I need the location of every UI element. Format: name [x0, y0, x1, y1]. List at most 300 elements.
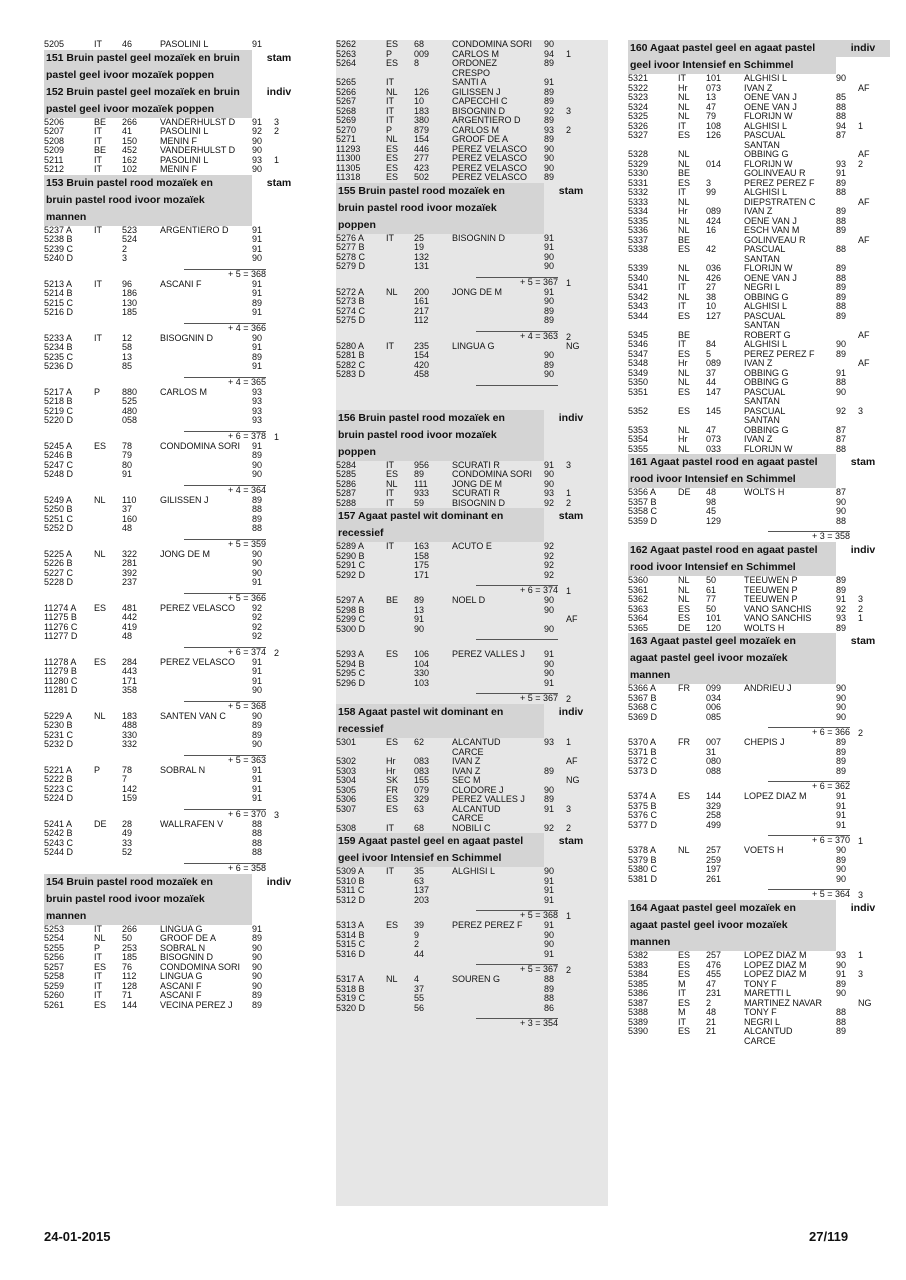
- country-code: DE: [678, 488, 691, 497]
- class-title-line: geel ivoor Intensief en Schimmel: [628, 57, 836, 74]
- ring-number: 358: [122, 686, 138, 695]
- points: 89: [836, 1027, 847, 1036]
- entry-number: 5356 A: [628, 488, 657, 497]
- entry-row: [336, 253, 608, 263]
- class-title-line: 159 Agaat pastel geel en agaat pastel: [336, 833, 544, 850]
- breeder-name: BISOGNIN D: [160, 333, 214, 343]
- class-title-line: 156 Bruin pastel rood mozaïek en: [336, 410, 544, 427]
- rank: [274, 963, 304, 973]
- class-header: [44, 84, 312, 101]
- entry-number: 5259: [44, 981, 65, 991]
- ring-number: 006: [706, 703, 722, 712]
- ring-number: 48: [706, 1008, 717, 1017]
- rank: [566, 243, 596, 253]
- points: 91: [252, 794, 263, 803]
- country-code: ES: [386, 470, 399, 479]
- entry-row: [628, 350, 900, 360]
- rank: [274, 515, 304, 525]
- entry-row: [336, 40, 608, 50]
- ring-number: 50: [122, 934, 133, 943]
- entry-row: [628, 93, 900, 103]
- rank: [858, 93, 888, 103]
- class-kind: [544, 850, 598, 867]
- ring-number: 185: [122, 308, 138, 317]
- entry-row: [44, 820, 312, 830]
- class-title-line: 151 Bruin pastel geel mozaïek en bruin: [44, 50, 252, 67]
- entry-row: [44, 461, 312, 471]
- class-title-line: mannen: [628, 934, 836, 951]
- team-rank: [266, 325, 304, 334]
- team-total-value: + 4 = 365: [184, 377, 266, 387]
- points: 91: [836, 368, 847, 378]
- breeder-name: [160, 254, 252, 264]
- entry-number: 5267: [336, 97, 357, 106]
- entry-number: 5374 A: [628, 792, 657, 801]
- country-code: [94, 416, 122, 426]
- rank: [274, 308, 304, 318]
- rank: NG: [858, 998, 872, 1008]
- entry-row: [628, 614, 900, 624]
- entry-number: 5324: [628, 102, 649, 112]
- breeder-name: [160, 299, 252, 309]
- rank: [274, 775, 304, 785]
- entry-row: [336, 606, 608, 616]
- rank: [858, 821, 888, 831]
- class-header: [628, 542, 900, 559]
- ring-number: 329: [414, 795, 430, 804]
- breeder-name: MARETTI L: [744, 989, 792, 998]
- country-code: [94, 289, 122, 299]
- team-total: [336, 580, 608, 596]
- country-code: [678, 821, 706, 831]
- ring-number: 48: [122, 632, 133, 641]
- country-code: [94, 362, 122, 372]
- country-code: IT: [678, 989, 686, 998]
- team-total: [336, 634, 608, 650]
- breeder-name: [160, 623, 252, 633]
- class-kind: indiv: [850, 902, 876, 914]
- ring-number: 175: [414, 561, 430, 570]
- country-code: P: [94, 943, 101, 953]
- breeder-name: ASCANI F: [160, 981, 202, 991]
- breeder-name: [452, 896, 544, 906]
- ring-number: 257: [706, 846, 722, 855]
- points: 90: [252, 740, 263, 749]
- country-code: [386, 994, 414, 1004]
- country-code: [386, 896, 414, 906]
- breeder-name: ALCANTUD: [452, 804, 501, 814]
- ring-number: 33: [122, 838, 133, 848]
- breeder-name: SANTAN: [744, 140, 780, 150]
- ring-number: 034: [706, 693, 722, 703]
- country-code: ES: [678, 349, 691, 359]
- country-code: [386, 351, 414, 361]
- breeder-name: [452, 1004, 544, 1014]
- entry-number: 5208: [44, 136, 65, 146]
- country-code: IT: [386, 867, 394, 876]
- entry-row: [628, 198, 900, 208]
- country-code: IT: [678, 340, 686, 349]
- breeder-name: SANTEN VAN C: [160, 711, 226, 721]
- rank: 1: [274, 155, 280, 165]
- breeder-name: [452, 625, 544, 635]
- country-code: NL: [678, 226, 690, 235]
- class-kind: stam: [558, 510, 584, 522]
- breeder-name: MENIN F: [160, 136, 197, 146]
- breeder-name: FLORIJN W: [744, 112, 793, 121]
- ring-number: 956: [414, 460, 430, 470]
- country-code: ES: [386, 173, 399, 182]
- points: 90: [836, 960, 847, 970]
- country-code: IT: [678, 188, 686, 197]
- ring-number: 158: [414, 551, 430, 561]
- class-kind: [836, 917, 890, 934]
- breeder-name: PASCUAL: [744, 131, 786, 140]
- points: [544, 757, 566, 767]
- points: 88: [252, 819, 263, 829]
- entry-number: 5348: [628, 359, 649, 368]
- team-total-value: + 4 = 366: [184, 323, 266, 333]
- ring-number: 185: [122, 953, 138, 962]
- entry-number: 5330: [628, 169, 649, 178]
- rank: [858, 141, 888, 151]
- rank: [566, 650, 596, 660]
- ring-number: 145: [706, 406, 722, 416]
- points: 89: [544, 135, 555, 144]
- rank: [274, 362, 304, 372]
- breeder-name: [452, 615, 544, 625]
- entry-number: 5355: [628, 444, 649, 454]
- entry-row: [44, 972, 312, 982]
- country-code: [386, 361, 414, 371]
- entry-row: [44, 388, 312, 398]
- points: 90: [544, 624, 555, 634]
- country-code: NL: [678, 292, 690, 302]
- rank: [858, 713, 888, 723]
- entry-number: 5380 C: [628, 865, 658, 874]
- entry-number: 5368 C: [628, 703, 658, 712]
- entry-row: [628, 624, 900, 634]
- team-rank: [266, 865, 304, 874]
- rank: [858, 757, 888, 767]
- breeder-name: [160, 245, 252, 255]
- entry-number: 5229 A: [44, 711, 73, 721]
- entry-row: [336, 361, 608, 371]
- team-rank: 3: [274, 809, 280, 820]
- rank: AF: [858, 359, 870, 368]
- points: 92: [252, 127, 263, 136]
- breeder-name: LOPEZ DIAZ M: [744, 970, 807, 979]
- breeder-name: GILISSEN J: [160, 495, 209, 505]
- points: 91: [836, 820, 847, 830]
- rank: [566, 596, 596, 606]
- ring-number: 933: [414, 489, 430, 498]
- entry-row: [336, 499, 608, 509]
- entry-number: 5258: [44, 972, 65, 981]
- rank: [274, 343, 304, 353]
- class-title-line: mannen: [44, 209, 252, 226]
- entry-number: 5279 D: [336, 262, 366, 271]
- breeder-name: [452, 571, 544, 581]
- entry-row: [336, 767, 608, 777]
- team-rank: [266, 595, 304, 604]
- rank: 3: [858, 406, 864, 416]
- points: [544, 748, 566, 758]
- team-rank: [266, 487, 304, 496]
- team-total-value: + 5 = 368: [476, 910, 558, 920]
- rank: 3: [274, 117, 280, 127]
- points: 90: [836, 497, 847, 507]
- ring-number: 25: [414, 233, 425, 243]
- breeder-name: CONDOMINA SORI: [452, 40, 533, 49]
- entry-number: 5309 A: [336, 867, 365, 876]
- points: 91: [252, 225, 263, 235]
- entry-row: [336, 748, 608, 758]
- team-rank: [266, 757, 304, 766]
- entry-row: [628, 865, 900, 875]
- breeder-name: [160, 848, 252, 858]
- rank: AF: [566, 615, 578, 624]
- points: 90: [252, 972, 263, 981]
- entry-row: [44, 731, 312, 741]
- rank: [566, 748, 596, 758]
- team-total: [336, 272, 608, 288]
- points: [836, 331, 858, 341]
- ring-number: 523: [122, 225, 138, 235]
- breeder-name: PASOLINI L: [160, 127, 209, 136]
- team-rank: [850, 783, 888, 792]
- team-rank: 1: [566, 911, 572, 921]
- rank: [858, 74, 888, 84]
- rank: [274, 442, 304, 452]
- entry-row: [44, 470, 312, 480]
- entry-row: [336, 316, 608, 326]
- team-rank: [266, 271, 304, 280]
- entry-number: 5349: [628, 368, 649, 378]
- class-kind: [544, 427, 598, 444]
- ring-number: 033: [706, 444, 722, 454]
- entry-number: 5313 A: [336, 921, 365, 930]
- country-code: [94, 839, 122, 849]
- breeder-name: [160, 353, 252, 363]
- ring-number: 480: [122, 406, 138, 416]
- points: 92: [544, 823, 555, 833]
- entry-row: [628, 961, 900, 971]
- rank: [858, 350, 888, 360]
- class-header: [44, 209, 312, 226]
- rank: [566, 994, 596, 1004]
- ring-number: 171: [122, 676, 138, 686]
- ring-number: 499: [706, 820, 722, 830]
- class-header: [336, 444, 608, 461]
- points: [836, 397, 858, 407]
- entry-row: [336, 489, 608, 499]
- entry-number: 5303: [336, 766, 357, 776]
- ring-number: 073: [706, 435, 722, 444]
- entry-row: [336, 154, 608, 164]
- breeder-name: TONY F: [744, 979, 777, 989]
- points: 90: [836, 703, 847, 712]
- entry-number: 5357 B: [628, 497, 657, 507]
- entry-number: 5220 D: [44, 416, 74, 425]
- ring-number: 186: [122, 289, 138, 298]
- entry-row: [628, 811, 900, 821]
- ring-number: 37: [706, 368, 717, 378]
- team-total: [44, 264, 312, 280]
- ring-number: 63: [414, 804, 425, 814]
- entry-number: 5364: [628, 614, 649, 623]
- entry-number: [628, 1037, 678, 1047]
- entry-row: [628, 378, 900, 388]
- ring-number: 525: [122, 397, 138, 406]
- entry-row: [44, 925, 312, 935]
- rank: [274, 40, 304, 50]
- rank: [566, 542, 596, 552]
- entry-number: 5213 A: [44, 279, 73, 289]
- breeder-name: OENE VAN J: [744, 273, 797, 283]
- team-total-value: + 6 = 370: [768, 835, 850, 845]
- country-code: [94, 848, 122, 858]
- entry-row: [336, 69, 608, 79]
- ring-number: 130: [122, 298, 138, 308]
- entry-row: [628, 141, 900, 151]
- ring-number: 48: [706, 488, 717, 497]
- points: 88: [252, 848, 263, 857]
- breeder-name: ALGHISI L: [452, 867, 496, 876]
- entry-row: [44, 245, 312, 255]
- points: 88: [836, 444, 847, 454]
- ring-number: 259: [706, 855, 722, 865]
- country-code: FR: [678, 738, 690, 747]
- entry-number: 5321: [628, 74, 649, 83]
- entry-number: 5261: [44, 1000, 65, 1010]
- rank: NG: [566, 776, 580, 785]
- points: [544, 342, 566, 352]
- ring-number: 91: [122, 470, 133, 479]
- class-title-line: rood ivoor Intensief en Schimmel: [628, 471, 836, 488]
- class-kind: stam: [558, 835, 584, 847]
- entry-row: [628, 188, 900, 198]
- ring-number: 524: [122, 235, 138, 244]
- breeder-name: [744, 802, 836, 812]
- country-code: DE: [678, 623, 691, 633]
- entry-number: 5319 C: [336, 994, 366, 1003]
- rank: 1: [858, 614, 864, 623]
- entry-number: 5329: [628, 159, 649, 169]
- rank: AF: [566, 757, 578, 766]
- entry-number: 5297 A: [336, 596, 365, 605]
- ring-number: 281: [122, 559, 138, 568]
- rank: [566, 896, 596, 906]
- country-code: IT: [94, 225, 102, 235]
- entry-number: 5372 C: [628, 757, 658, 766]
- points: [836, 255, 858, 265]
- points: 87: [836, 425, 847, 435]
- breeder-name: [160, 569, 252, 579]
- rank: [566, 69, 596, 79]
- breeder-name: PEREZ VELASCO: [452, 173, 528, 182]
- breeder-name: [744, 757, 836, 767]
- ring-number: [706, 141, 744, 151]
- class-header: [336, 850, 608, 867]
- ring-number: 085: [706, 712, 722, 722]
- rank: [858, 388, 888, 398]
- entry-number: 5251 C: [44, 514, 74, 524]
- country-code: IT: [94, 127, 102, 136]
- points: 90: [544, 163, 555, 173]
- ring-number: 088: [706, 766, 722, 776]
- entry-number: 5217 A: [44, 387, 73, 397]
- entry-row: [336, 994, 608, 1004]
- entry-row: [628, 397, 900, 407]
- breeder-name: [744, 748, 836, 758]
- country-code: IT: [678, 1017, 686, 1027]
- breeder-name: [160, 667, 252, 677]
- entry-number: 5206: [44, 117, 65, 127]
- entry-number: 5305: [336, 785, 357, 795]
- breeder-name: CARCE: [452, 747, 484, 757]
- rank: [858, 321, 888, 331]
- ring-number: 203: [414, 895, 430, 905]
- country-code: [386, 625, 414, 635]
- country-code: ES: [678, 131, 691, 140]
- rank: [566, 480, 596, 490]
- breeder-name: ASCANI F: [160, 991, 202, 1000]
- breeder-name: WALLRAFEN V: [160, 819, 224, 829]
- entry-number: 5328: [628, 150, 649, 159]
- breeder-name: SANTAN: [744, 321, 780, 330]
- class-title-line: mannen: [44, 908, 252, 925]
- entry-number: 5278 C: [336, 252, 366, 262]
- points: 89: [836, 979, 847, 989]
- breeder-name: VAÑÓ SANCHIS: [744, 614, 812, 623]
- entry-row: [44, 442, 312, 452]
- country-code: [386, 243, 414, 253]
- country-code: [94, 245, 122, 255]
- rank: NG: [566, 341, 580, 351]
- entry-row: [628, 226, 900, 236]
- breeder-name: PASCUAL: [744, 387, 786, 397]
- entry-row: [628, 498, 900, 508]
- entry-number: 5235 C: [44, 352, 74, 362]
- ring-number: 083: [414, 766, 430, 776]
- rank: 1: [858, 121, 864, 131]
- points: 89: [836, 766, 847, 776]
- rank: 1: [566, 49, 572, 59]
- ring-number: 235: [414, 341, 430, 351]
- entry-number: 11281 D: [44, 686, 78, 695]
- entry-row: [44, 235, 312, 245]
- points: 91: [544, 243, 555, 252]
- rank: [274, 848, 304, 858]
- entry-number: 5344: [628, 311, 649, 321]
- entry-number: 5387: [628, 998, 649, 1008]
- country-code: [94, 397, 122, 407]
- entry-row: [336, 975, 608, 985]
- entry-number: 5312 D: [336, 895, 366, 905]
- entry-row: [44, 1001, 312, 1011]
- rank: [858, 416, 888, 426]
- team-total: [336, 380, 608, 396]
- entry-row: [628, 821, 900, 831]
- points: 89: [544, 59, 555, 68]
- ring-number: 2: [706, 998, 712, 1008]
- entry-row: [44, 848, 312, 858]
- entry-number: 5311 C: [336, 886, 365, 895]
- country-code: [386, 561, 414, 571]
- team-total-value: + 6 = 358: [184, 863, 266, 873]
- entry-row: [44, 343, 312, 353]
